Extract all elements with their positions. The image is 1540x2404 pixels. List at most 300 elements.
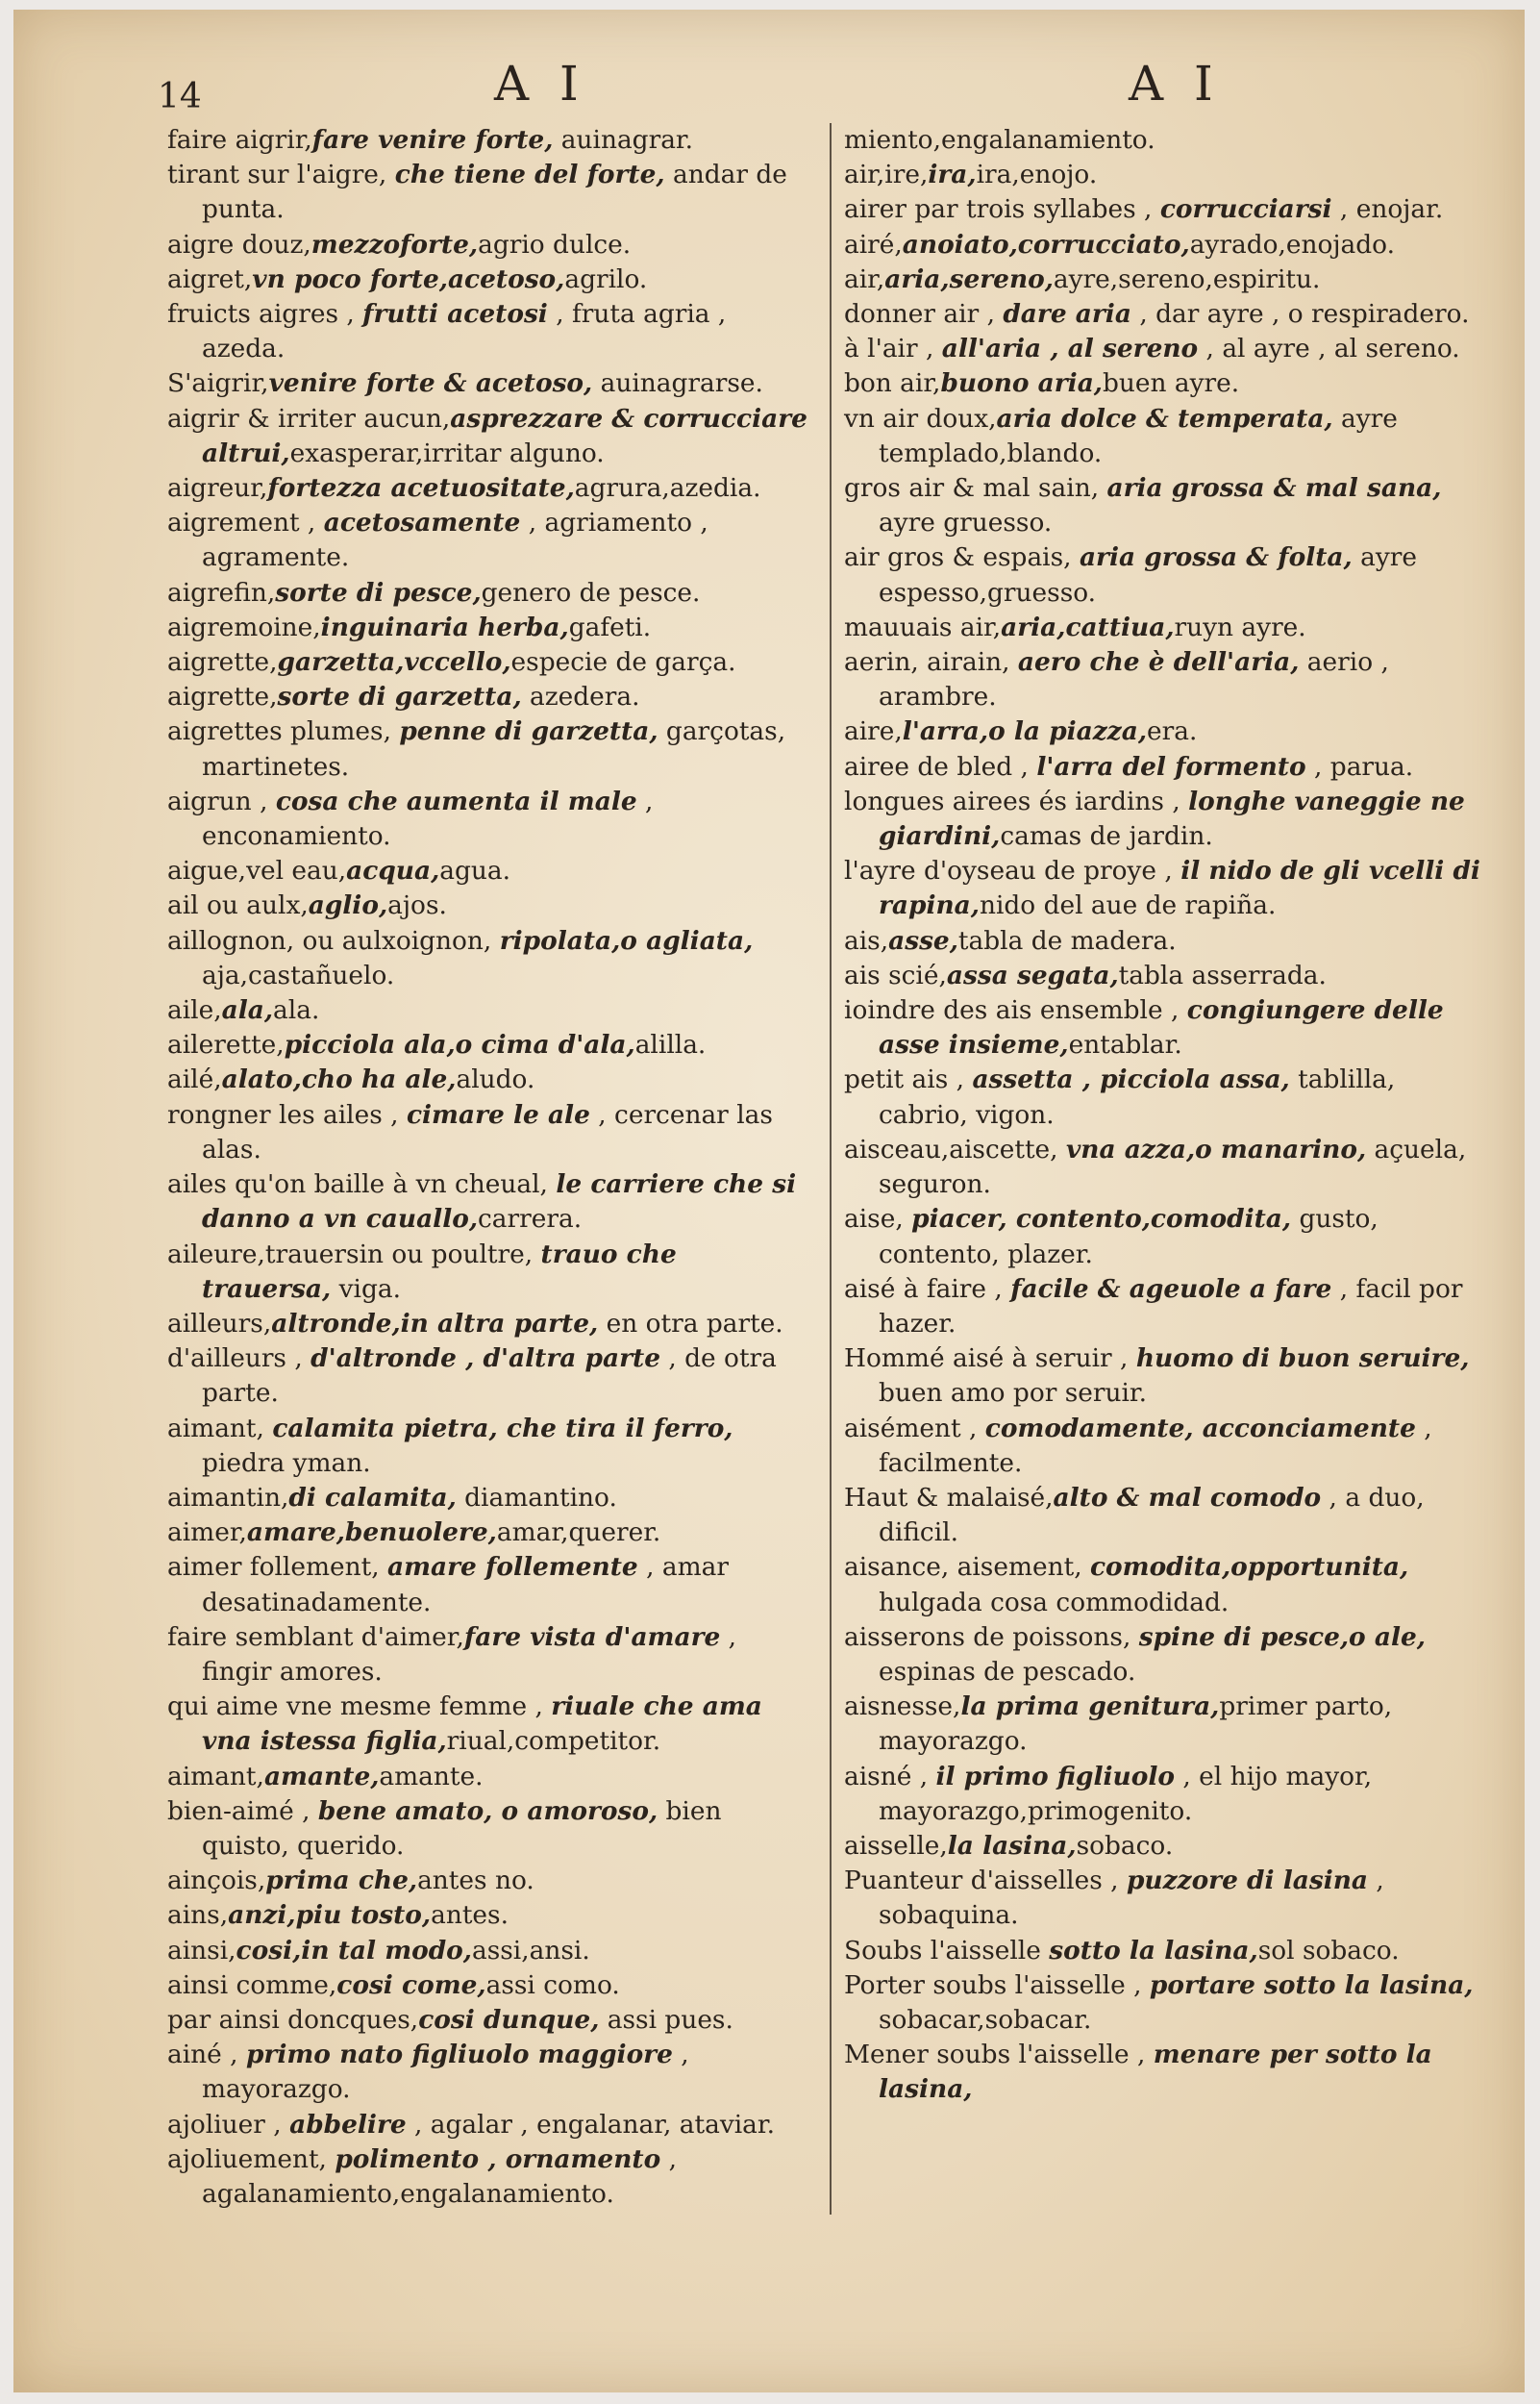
dictionary-entry	[844, 1968, 1490, 2038]
italian-translation: il nido de gli vcelli di rapina,	[879, 856, 1480, 921]
spanish-translation: especie de garça.	[510, 647, 736, 678]
italian-translation: aria dolce & temperata,	[996, 403, 1333, 434]
french-headword: S'aigrir,	[167, 368, 269, 399]
spanish-translation: ayre gruesso.	[879, 508, 1053, 538]
italian-translation: dare aria	[1003, 299, 1131, 330]
french-headword: aigrement ,	[167, 508, 324, 538]
french-headword: aigremoine,	[167, 612, 321, 642]
french-headword: gros air & mal sain,	[844, 473, 1107, 504]
italian-translation: amare,benuolere,	[246, 1517, 497, 1548]
spanish-translation: ala.	[273, 995, 320, 1026]
dictionary-entry	[844, 158, 1490, 192]
french-headword: aimant,	[167, 1413, 273, 1443]
dictionary-entry	[844, 123, 1490, 158]
spanish-translation: exasperar,irritar alguno.	[289, 438, 605, 468]
italian-translation: aglio,	[308, 890, 388, 921]
dictionary-entry	[167, 1307, 813, 1341]
italian-translation: portare sotto la lasina,	[1149, 1969, 1474, 2000]
french-headword: qui aime vne mesme femme ,	[167, 1691, 552, 1722]
italian-translation: d'altronde , d'altra parte	[310, 1343, 660, 1374]
spanish-translation: , dar ayre , o respiradero.	[1130, 299, 1470, 330]
italian-translation: vn poco forte,acetoso,	[252, 263, 565, 294]
dictionary-entry	[167, 1238, 813, 1307]
dictionary-entry	[844, 714, 1490, 749]
dictionary-entry	[167, 714, 813, 784]
dictionary-entry	[844, 297, 1490, 332]
italian-translation: cosa che aumenta il male	[275, 786, 637, 816]
french-headword: longues airees és iardins ,	[844, 786, 1189, 816]
dictionary-entry	[167, 576, 813, 611]
dictionary-page	[13, 10, 1525, 2392]
spanish-translation: era.	[1147, 716, 1198, 747]
dictionary-entry	[167, 2003, 813, 2038]
french-headword: aisément ,	[844, 1413, 985, 1443]
french-headword: aimantin,	[167, 1482, 289, 1513]
italian-translation: amante,	[263, 1761, 380, 1791]
spanish-translation: , agriamento , agramente.	[202, 508, 708, 573]
italian-translation: cosi come,	[336, 1969, 486, 2000]
italian-translation: alato,cho ha ale,	[221, 1064, 457, 1095]
italian-translation: calamita pietra, che tira il ferro,	[272, 1413, 733, 1443]
spanish-translation: , agalar , engalanar, ataviar.	[406, 2109, 776, 2140]
dictionary-entry	[844, 1272, 1490, 1341]
dictionary-entry	[844, 993, 1490, 1063]
french-headword: aigue,vel eau,	[167, 856, 347, 887]
spanish-translation: tablilla, cabrio, vigon.	[879, 1064, 1396, 1130]
italian-translation: l'arra,o la piazza,	[902, 716, 1148, 747]
italian-translation: huomo di buon seruire,	[1135, 1343, 1470, 1374]
spanish-translation: sol sobaco.	[1257, 1935, 1400, 1966]
dictionary-entry	[844, 1133, 1490, 1202]
italian-translation: spine di pesce,o ale,	[1138, 1621, 1426, 1652]
dictionary-entry	[844, 471, 1490, 540]
spanish-translation: sobacar,sobacar.	[879, 2004, 1092, 2035]
spanish-translation: , de otra parte.	[202, 1343, 777, 1409]
italian-translation: il primo figliuolo	[935, 1761, 1175, 1791]
italian-translation: di calamita,	[288, 1482, 457, 1513]
italian-translation: longhe vaneggie ne giardini,	[879, 786, 1465, 852]
spanish-translation: diamantino.	[456, 1482, 617, 1513]
italian-translation: all'aria , al sereno	[941, 334, 1199, 364]
dictionary-entry	[167, 1412, 813, 1481]
italian-translation: fare vista d'amare	[463, 1621, 721, 1652]
french-headword: ailes qu'on baille à vn cheual,	[167, 1169, 557, 1200]
french-headword: aigrefin,	[167, 577, 276, 608]
italian-translation: primo nato figliuolo maggiore	[245, 2040, 673, 2070]
french-headword: aigreur,	[167, 473, 268, 504]
italian-translation: le carriere che si danno a vn cauallo,	[202, 1169, 797, 1235]
french-headword: l'ayre d'oyseau de proye ,	[844, 856, 1181, 887]
dictionary-entry	[167, 1341, 813, 1411]
spanish-translation: miento,engalanamiento.	[844, 125, 1155, 155]
italian-translation: asse,	[888, 925, 958, 956]
italian-translation: prima che,	[265, 1866, 418, 1896]
french-headword: Puanteur d'aisselles ,	[844, 1866, 1127, 1896]
spanish-translation: aerio , arambre.	[879, 647, 1389, 713]
spanish-translation: riual,competitor.	[446, 1726, 661, 1757]
french-headword: Haut & malaisé,	[844, 1482, 1054, 1513]
dictionary-entry	[167, 228, 813, 263]
french-headword: aigrir & irriter aucun,	[167, 403, 451, 434]
french-headword: Soubs l'aisselle	[844, 1935, 1050, 1966]
italian-translation: piacer, contento,comodita,	[911, 1204, 1292, 1235]
italian-translation: aria,sereno,	[884, 263, 1054, 294]
french-headword: fruicts aigres ,	[167, 299, 363, 330]
spanish-translation: antes.	[431, 1900, 509, 1931]
dictionary-entry	[844, 1063, 1490, 1132]
spanish-translation: camas de jardin.	[1000, 821, 1213, 852]
italian-translation: penne di garzetta,	[399, 716, 658, 747]
italian-translation: congiungere delle asse insieme,	[879, 995, 1444, 1061]
italian-translation: alto & mal comodo	[1053, 1482, 1322, 1513]
dictionary-entry	[167, 680, 813, 714]
dictionary-entry	[844, 402, 1490, 471]
french-headword: par ainsi doncques,	[167, 2004, 419, 2035]
french-headword: aigrettes plumes,	[167, 716, 400, 747]
italian-translation: ira,	[928, 160, 977, 190]
spanish-translation: alilla.	[634, 1030, 707, 1061]
dictionary-entry	[167, 1968, 813, 2003]
spanish-translation: ajos.	[387, 890, 447, 921]
dictionary-entry	[167, 506, 813, 575]
italian-translation: sorte di pesce,	[275, 577, 482, 608]
spanish-translation: auinagrarse.	[592, 368, 763, 399]
italian-translation: assetta , picciola assa,	[972, 1064, 1290, 1095]
french-headword: ais,	[844, 925, 889, 956]
french-headword: air,	[844, 263, 885, 294]
french-headword: aisceau,aiscette,	[844, 1134, 1066, 1164]
italian-translation: fortezza acetuositate,	[267, 473, 575, 504]
french-headword: airer par trois syllabes ,	[844, 194, 1160, 225]
dictionary-entry	[167, 1620, 813, 1690]
spanish-translation: , el hijo mayor, mayorazgo,primogenito.	[879, 1761, 1373, 1826]
dictionary-entry	[167, 1098, 813, 1167]
dictionary-entry	[844, 959, 1490, 993]
spanish-translation: agrura,azedia.	[574, 473, 761, 504]
spanish-translation: carrera.	[478, 1204, 583, 1235]
spanish-translation: azedera.	[521, 682, 640, 713]
dictionary-entry	[167, 1550, 813, 1619]
italian-translation: trauo che trauersa,	[202, 1239, 677, 1304]
italian-translation: aria grossa & mal sana,	[1106, 473, 1442, 504]
french-headword: air gros & espais,	[844, 542, 1080, 573]
french-headword: air,ire,	[844, 160, 929, 190]
dictionary-entry	[167, 158, 813, 227]
italian-translation: polimento , ornamento	[335, 2143, 661, 2174]
italian-translation: asprezzare & corrucciare altrui,	[202, 403, 807, 468]
spanish-translation: , amar desatinadamente.	[202, 1552, 729, 1617]
dictionary-entry	[167, 2142, 813, 2212]
dictionary-entry	[167, 366, 813, 401]
dictionary-entry	[844, 750, 1490, 785]
italian-translation: aero che è dell'aria,	[1017, 647, 1300, 678]
spanish-translation: , al ayre , al sereno.	[1198, 334, 1460, 364]
dictionary-entry	[844, 611, 1490, 645]
french-headword: aimer follement,	[167, 1552, 387, 1583]
italian-translation: garzetta,vccello,	[277, 647, 511, 678]
italian-translation: corrucciarsi	[1159, 194, 1332, 225]
french-headword: Porter soubs l'aisselle ,	[844, 1969, 1150, 2000]
dictionary-entry	[844, 263, 1490, 297]
italian-translation: anzi,piu tosto,	[228, 1900, 432, 1931]
dictionary-entry	[167, 1481, 813, 1515]
french-headword: ailleurs,	[167, 1308, 272, 1339]
dictionary-entry	[167, 123, 813, 158]
dictionary-entry	[844, 924, 1490, 959]
french-headword: ailerette,	[167, 1030, 285, 1061]
french-headword: bon air,	[844, 368, 941, 399]
spanish-translation: ayre espesso,gruesso.	[879, 542, 1417, 608]
spanish-translation: gusto, contento, plazer.	[879, 1204, 1379, 1269]
spanish-translation: amante.	[379, 1761, 484, 1791]
italian-translation: frutti acetosi	[362, 299, 548, 330]
italian-translation: cosi dunque,	[418, 2004, 600, 2035]
french-headword: aillognon, ou aulxoignon,	[167, 925, 500, 956]
dictionary-entry	[844, 2038, 1490, 2107]
french-headword: donner air ,	[844, 299, 1004, 330]
left-column	[167, 123, 813, 2212]
dictionary-entry	[167, 1864, 813, 1898]
french-headword: ais scié,	[844, 960, 947, 990]
spanish-translation: açuela, seguron.	[879, 1134, 1467, 1200]
dictionary-entry	[844, 1341, 1490, 1411]
dictionary-entry	[844, 192, 1490, 227]
dictionary-entry	[167, 1898, 813, 1933]
dictionary-entry	[844, 1550, 1490, 1619]
french-headword: tirant sur l'aigre,	[167, 160, 395, 190]
spanish-translation: espinas de pescado.	[879, 1656, 1136, 1687]
french-headword: aigrette,	[167, 647, 278, 678]
french-headword: aileure,trauersin ou poultre,	[167, 1239, 541, 1269]
spanish-translation: ayrado,enojado.	[1189, 229, 1395, 260]
dictionary-entry	[844, 1620, 1490, 1690]
french-headword: faire aigrir,	[167, 125, 312, 155]
italian-translation: mezzoforte,	[310, 229, 479, 260]
spanish-translation: buen ayre.	[1103, 368, 1240, 399]
french-headword: aisance, aisement,	[844, 1552, 1090, 1583]
italian-translation: facile & ageuole a fare	[1010, 1273, 1332, 1304]
italian-translation: altronde,in altra parte,	[271, 1308, 599, 1339]
french-headword: Hommé aisé à seruir ,	[844, 1343, 1136, 1374]
spanish-translation: , fingir amores.	[202, 1621, 737, 1687]
italian-translation: fare venire forte,	[311, 125, 554, 155]
spanish-translation: viga.	[331, 1273, 401, 1304]
dictionary-entry	[167, 1515, 813, 1550]
dictionary-entry	[167, 1167, 813, 1237]
french-headword: aerin, airain,	[844, 647, 1018, 678]
dictionary-entry	[167, 2108, 813, 2142]
italian-translation: inguinaria herba,	[320, 612, 569, 642]
dictionary-entry	[844, 1202, 1490, 1271]
french-headword: à l'air ,	[844, 334, 942, 364]
spanish-translation: auinagrar.	[553, 125, 694, 155]
italian-translation: la lasina,	[947, 1830, 1077, 1861]
spanish-translation: nido del aue de rapiña.	[979, 890, 1277, 921]
dictionary-entry	[167, 297, 813, 366]
spanish-translation: , parua.	[1305, 751, 1414, 782]
spanish-translation: aja,castañuelo.	[202, 960, 395, 990]
spanish-translation: aludo.	[456, 1064, 535, 1095]
french-headword: ail ou aulx,	[167, 890, 309, 921]
french-headword: aire,	[844, 716, 903, 747]
italian-translation: assa segata,	[946, 960, 1119, 990]
spanish-translation: agua.	[439, 856, 511, 887]
italian-translation: l'arra del formento	[1036, 751, 1306, 782]
french-headword: Mener soubs l'aisselle ,	[844, 2040, 1154, 2070]
italian-translation: anoiato,corrucciato,	[902, 229, 1190, 260]
spanish-translation: genero de pesce.	[481, 577, 701, 608]
spanish-translation: , enconamiento.	[202, 786, 654, 852]
french-headword: aisé à faire ,	[844, 1273, 1011, 1304]
french-headword: airé,	[844, 229, 903, 260]
italian-translation: cosi,in tal modo,	[236, 1935, 472, 1966]
italian-translation: aria,cattiua,	[1001, 612, 1175, 642]
dictionary-entry	[167, 1934, 813, 1968]
italian-translation: vna azza,o manarino,	[1065, 1134, 1367, 1164]
french-headword: aimant,	[167, 1761, 264, 1791]
french-headword: aise,	[844, 1204, 912, 1235]
french-headword: aisselle,	[844, 1830, 948, 1861]
spanish-translation: bien quisto, querido.	[202, 1795, 722, 1861]
spanish-translation: ayre,sereno,espiritu.	[1053, 263, 1321, 294]
italian-translation: abbelire	[289, 2109, 407, 2140]
dictionary-entry	[167, 785, 813, 854]
dictionary-entry	[844, 1829, 1490, 1864]
dictionary-entry	[167, 1063, 813, 1097]
spanish-translation: amar,querer.	[496, 1517, 661, 1548]
italian-translation: acqua,	[346, 856, 440, 887]
italian-translation: amare follemente	[387, 1552, 638, 1583]
spanish-translation: primer parto, mayorazgo.	[879, 1691, 1393, 1757]
italian-translation: buono aria,	[940, 368, 1103, 399]
french-headword: faire semblant d'aimer,	[167, 1621, 464, 1652]
spanish-translation: , a duo, dificil.	[879, 1482, 1425, 1548]
french-headword: bien-aimé ,	[167, 1795, 318, 1826]
french-headword: ainsi comme,	[167, 1969, 337, 2000]
spanish-translation: sobaco.	[1076, 1830, 1174, 1861]
french-headword: aisserons de poissons,	[844, 1621, 1139, 1652]
dictionary-entry	[167, 263, 813, 297]
italian-translation: comodamente, acconciamente	[984, 1413, 1416, 1443]
french-headword: ainsi,	[167, 1935, 236, 1966]
dictionary-entry	[844, 1412, 1490, 1481]
italian-translation: la prima genitura,	[960, 1691, 1220, 1722]
dictionary-entry	[844, 1690, 1490, 1759]
italian-translation: picciola ala,o cima d'ala,	[284, 1030, 635, 1061]
italian-translation: ala,	[221, 995, 274, 1026]
spanish-translation: , fruta agria , azeda.	[202, 299, 727, 364]
column-divider	[830, 123, 832, 2215]
french-headword: ajoliuement,	[167, 2143, 335, 2174]
french-headword: aile,	[167, 995, 222, 1026]
dictionary-entry	[844, 540, 1490, 610]
dictionary-entry	[167, 1794, 813, 1864]
french-headword: aisnesse,	[844, 1691, 961, 1722]
spanish-translation: , cercenar las alas.	[202, 1099, 773, 1164]
italian-translation: venire forte & acetoso,	[268, 368, 593, 399]
french-headword: d'ailleurs ,	[167, 1343, 311, 1374]
dictionary-entry	[844, 366, 1490, 401]
spanish-translation: tabla asserrada.	[1118, 960, 1327, 990]
dictionary-entry	[844, 228, 1490, 263]
spanish-translation: tabla de madera.	[957, 925, 1177, 956]
italian-translation: sotto la lasina,	[1049, 1935, 1258, 1966]
dictionary-entry	[167, 924, 813, 993]
french-headword: rongner les ailes ,	[167, 1099, 407, 1130]
spanish-translation: andar de punta.	[202, 160, 787, 225]
right-column	[844, 123, 1490, 2108]
french-headword: aimer,	[167, 1517, 247, 1548]
spanish-translation: agrilo.	[564, 263, 648, 294]
spanish-translation: ruyn ayre.	[1174, 612, 1306, 642]
dictionary-entry	[844, 1481, 1490, 1550]
french-headword: aigre douz,	[167, 229, 311, 260]
running-head-left: A I	[494, 56, 586, 112]
page-number: 14	[158, 77, 202, 116]
dictionary-entry	[844, 854, 1490, 923]
dictionary-entry	[167, 1028, 813, 1063]
dictionary-entry	[167, 645, 813, 680]
italian-translation: menare per sotto la lasina,	[879, 2040, 1432, 2105]
dictionary-entry	[167, 402, 813, 471]
spanish-translation: entablar.	[1068, 1030, 1182, 1061]
french-headword: aisné ,	[844, 1761, 936, 1791]
italian-translation: ripolata,o agliata,	[499, 925, 754, 956]
french-headword: petit ais ,	[844, 1064, 973, 1095]
spanish-translation: antes no.	[417, 1866, 534, 1896]
dictionary-entry	[844, 1934, 1490, 1968]
dictionary-entry	[167, 2038, 813, 2107]
dictionary-entry	[167, 889, 813, 923]
italian-translation: cimare le ale	[406, 1099, 590, 1130]
dictionary-entry	[167, 854, 813, 889]
dictionary-entry	[844, 1864, 1490, 1933]
spanish-translation: garçotas, martinetes.	[202, 716, 786, 782]
french-headword: mauuais air,	[844, 612, 1002, 642]
french-headword: ailé,	[167, 1064, 222, 1095]
french-headword: airee de bled ,	[844, 751, 1037, 782]
spanish-translation: , sobaquina.	[879, 1866, 1384, 1931]
french-headword: aigret,	[167, 263, 253, 294]
spanish-translation: ira,enojo.	[976, 160, 1098, 190]
spanish-translation: en otra parte.	[598, 1308, 783, 1339]
french-headword: ajoliuer ,	[167, 2109, 290, 2140]
italian-translation: che tiene del forte,	[394, 160, 665, 190]
spanish-translation: assi pues.	[599, 2004, 733, 2035]
spanish-translation: piedra yman.	[202, 1447, 371, 1478]
italian-translation: comodita,opportunita,	[1089, 1552, 1409, 1583]
spanish-translation: , facilmente.	[879, 1413, 1432, 1478]
french-headword: ainçois,	[167, 1866, 266, 1896]
french-headword: vn air doux,	[844, 403, 997, 434]
dictionary-entry	[167, 1760, 813, 1794]
italian-translation: bene amato, o amoroso,	[317, 1795, 658, 1826]
french-headword: ains,	[167, 1900, 229, 1931]
italian-translation: sorte di garzetta,	[277, 682, 522, 713]
running-head-right: A I	[1129, 56, 1221, 112]
spanish-translation: assi como.	[485, 1969, 620, 2000]
italian-translation: aria grossa & folta,	[1079, 542, 1353, 573]
italian-translation: puzzore di lasina	[1126, 1866, 1369, 1896]
french-headword: ioindre des ais ensemble ,	[844, 995, 1187, 1026]
spanish-translation: buen amo por seruir.	[879, 1378, 1148, 1409]
dictionary-entry	[844, 1760, 1490, 1829]
spanish-translation: , agalanamiento,engalanamiento.	[202, 2143, 677, 2209]
spanish-translation: assi,ansi.	[471, 1935, 590, 1966]
spanish-translation: , enojar.	[1331, 194, 1444, 225]
dictionary-entry	[167, 611, 813, 645]
dictionary-entry	[167, 471, 813, 506]
